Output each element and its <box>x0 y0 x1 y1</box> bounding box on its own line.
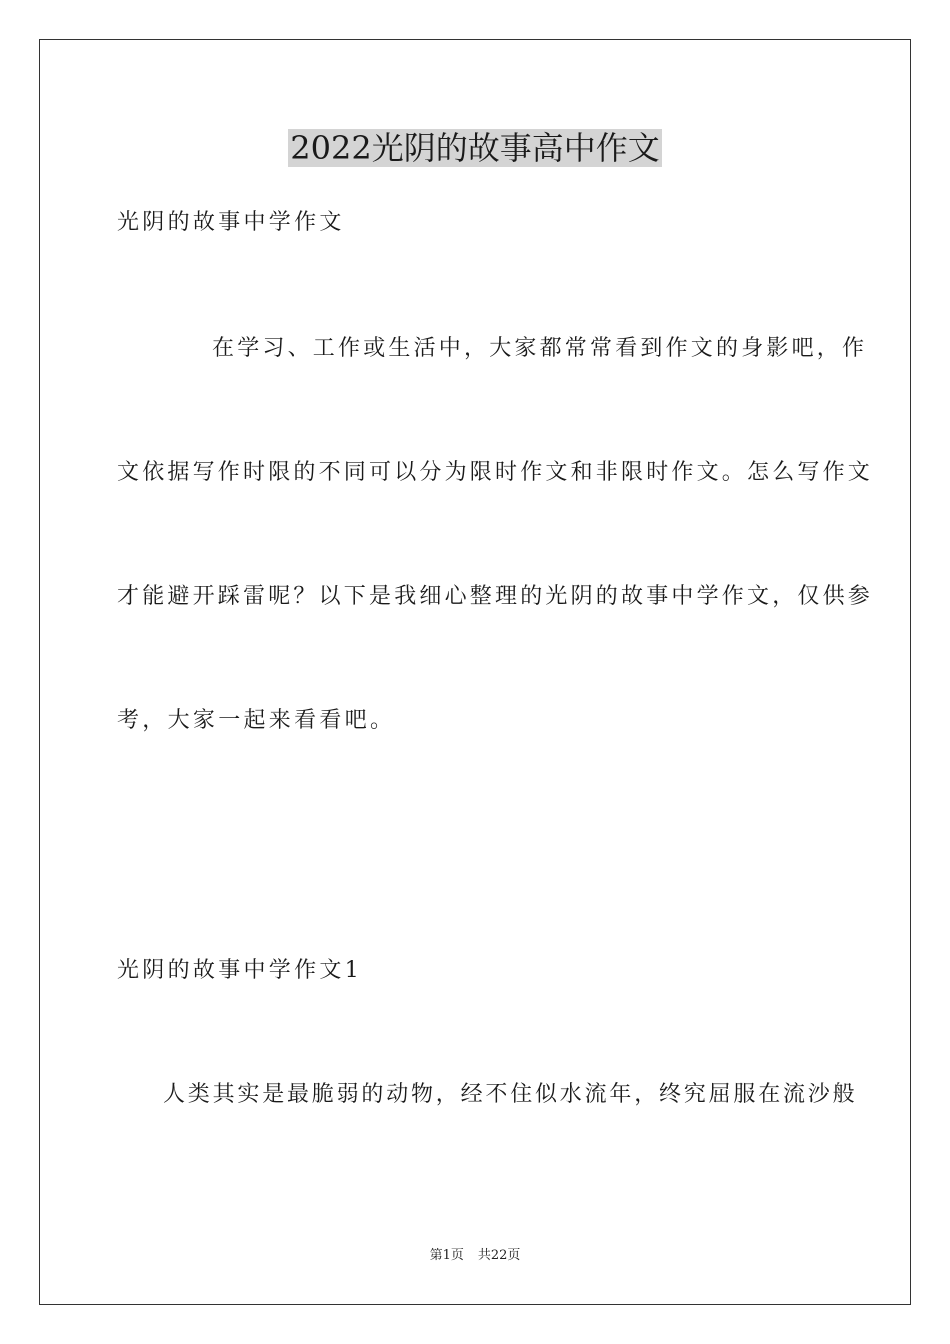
paragraph-line: 考，大家一起来看看吧。 <box>117 708 396 733</box>
page-total: 共22页 <box>477 1248 521 1263</box>
paragraph-line: 人类其实是最脆弱的动物，经不住似水流年，终究屈服在流沙般 <box>163 1082 858 1107</box>
page-number: 第1页 <box>429 1248 464 1263</box>
document-title-text: 2022光阴的故事高中作文 <box>290 129 660 167</box>
document-title <box>0 126 950 170</box>
section-heading: 光阴的故事中学作文 <box>117 210 345 235</box>
essay-heading: 光阴的故事中学作文1 <box>117 958 362 983</box>
paragraph-line: 文依据写作时限的不同可以分为限时作文和非限时作文。怎么写作文 <box>117 460 874 485</box>
page-footer <box>0 1246 950 1266</box>
paragraph-line: 在学习、工作或生活中，大家都常常看到作文的身影吧，作 <box>212 336 868 361</box>
paragraph-line: 才能避开踩雷呢？以下是我细心整理的光阴的故事中学作文，仅供参 <box>117 584 874 609</box>
